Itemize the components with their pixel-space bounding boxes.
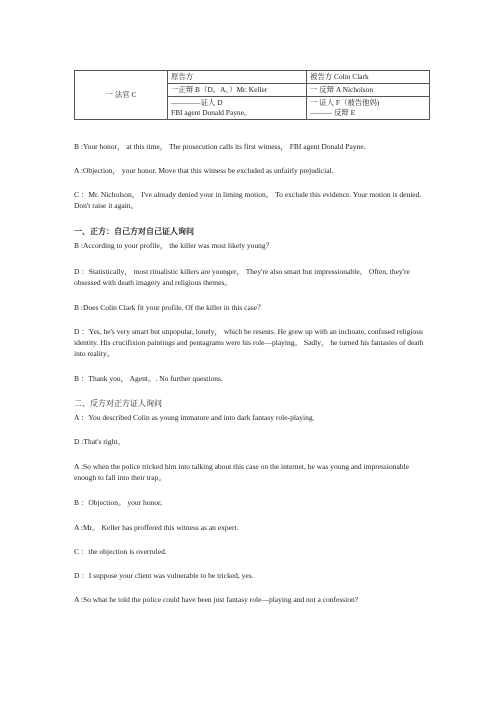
paragraph: C ：Mr. Nicholson， I've already denied your in liming motion。 To exclude this evidence. Your motion is denied. Don't raise it again。 (74, 190, 422, 210)
prosecution-witness-line2: FBI agent Donald Payne。 (171, 108, 252, 117)
paragraph: D ：Statistically， most ritualistic killers are younger， They're also smart but impressionable。 Often, they're obsessed with death imagery and religious themes。 (74, 267, 410, 287)
defense-witness-line2: ——— 反辩 E (310, 108, 356, 117)
paragraph: B ：Objection。 your honor, (74, 498, 163, 507)
section-heading: 二、反方对正方证人询问 (74, 399, 162, 408)
paragraph: D :That's right。 (74, 437, 125, 446)
paragraph: A :Objection， your honor. Move that this witness be excluded as unfairly prejudicial. (74, 166, 334, 175)
defense-witness-line1: 一 证人 F（被告他妈) (310, 98, 380, 107)
paragraph: A ：You described Colin as young immature and into dark fantasy role-playing. (74, 413, 315, 422)
defense-witness (307, 97, 430, 120)
paragraph: B :Your honor， at this time， The prosecution calls its first witness， FBI agent Donald Payne. (74, 142, 366, 151)
paragraph: B :Does Colin Clark fit your profile. Of the killer in this case？ (74, 303, 265, 312)
paragraph: D ：Yes, he's very smart but unpopular, lonely， which he resents. He grew up with an inchoate, confused religious identity. His crucifixion paintings and pentagrams were his role—playing。 Sadly， he turned his fantasies of death into reality。 (74, 327, 424, 358)
defense-lawyer: 一 反辩 A Nicholson (307, 84, 430, 97)
paragraph: C ：the objection is overruled. (74, 547, 167, 556)
prosecution-witness (168, 97, 307, 120)
paragraph: B ：Thank you， Agent。. No further questions. (74, 374, 223, 383)
roles-table (74, 70, 430, 120)
paragraph: A :So when the police tricked him into talking about this case on the internet, he was young and impressionable enough to fall into their trap。 (74, 462, 409, 482)
paragraph: D ：I suppose your client was vulnerable to be tricked, yes. (74, 571, 254, 580)
prosecution-witness-line1: ————证人 D (171, 98, 223, 107)
paragraph: A :Mr。 Keller has proffered this witness as an expert. (74, 523, 239, 532)
paragraph: B :According to your profile， the killer was most likely young？ (74, 241, 274, 250)
paragraph: A :So what he told the police could have been just fantasy role—playing and not a confession? (74, 595, 359, 604)
section-heading: 一、正方：自己方对自己证人询问 (74, 227, 194, 236)
prosecution-lawyer: 一正辩 B（D。A。）Mr. Keller (168, 84, 307, 97)
judge-cell: 一 法官 C (75, 71, 168, 120)
defense-header: 被告方 Colin Clark (307, 71, 430, 84)
prosecution-header: 原告方 (168, 71, 307, 84)
